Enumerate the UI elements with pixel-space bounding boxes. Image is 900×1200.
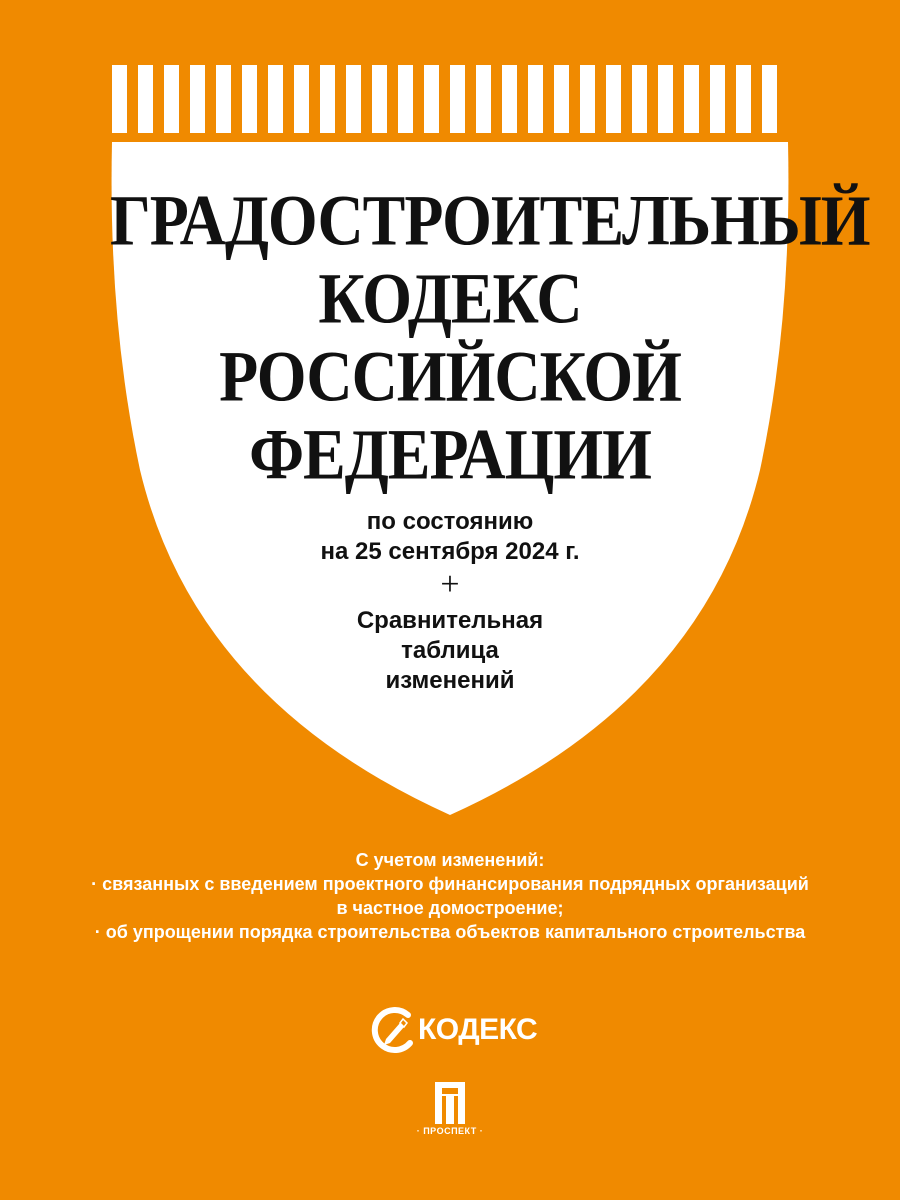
- title-line-2: КОДЕКС: [318, 258, 582, 339]
- edition-date-line-1: по состоянию: [366, 508, 534, 535]
- prospekt-logo: [415, 1080, 485, 1145]
- comparison-line-1: Сравнительная: [356, 607, 544, 634]
- edition-date-line-2: на 25 сентября 2024 г.: [320, 538, 580, 565]
- kodeks-pen-icon: [370, 1005, 416, 1055]
- comparison-line-3: изменений: [385, 667, 515, 694]
- prospekt-building-icon: [415, 1080, 485, 1126]
- title-line-1: ГРАДОСТРОИТЕЛЬНЫЙ: [110, 180, 870, 261]
- title-line-4: ФЕДЕРАЦИИ: [249, 414, 651, 495]
- notes-heading: С учетом изменений:: [355, 850, 545, 870]
- edition-date: [200, 507, 700, 567]
- notes-item-2: · об упрощении порядка строительства объектов капитального строительства: [94, 922, 806, 942]
- notes-item-1-line-1: · связанных с введением проектного финансирования подрядных организаций: [91, 874, 809, 894]
- comparison-table-note: [200, 606, 700, 696]
- title-line-3: РОССИЙСКОЙ: [219, 336, 681, 417]
- kodeks-logo: [370, 1002, 537, 1058]
- prospekt-logo-text: · ПРОСПЕКТ ·: [416, 1126, 484, 1136]
- notes-item-1-line-2: в частное домостроение;: [336, 898, 564, 918]
- book-title: [110, 180, 870, 495]
- changes-notes: [60, 848, 840, 944]
- kodeks-logo-text: КОДЕКС: [418, 1013, 538, 1046]
- plus-sign: +: [440, 566, 460, 603]
- shield-stripes: [112, 65, 777, 133]
- comparison-line-2: таблица: [401, 637, 499, 664]
